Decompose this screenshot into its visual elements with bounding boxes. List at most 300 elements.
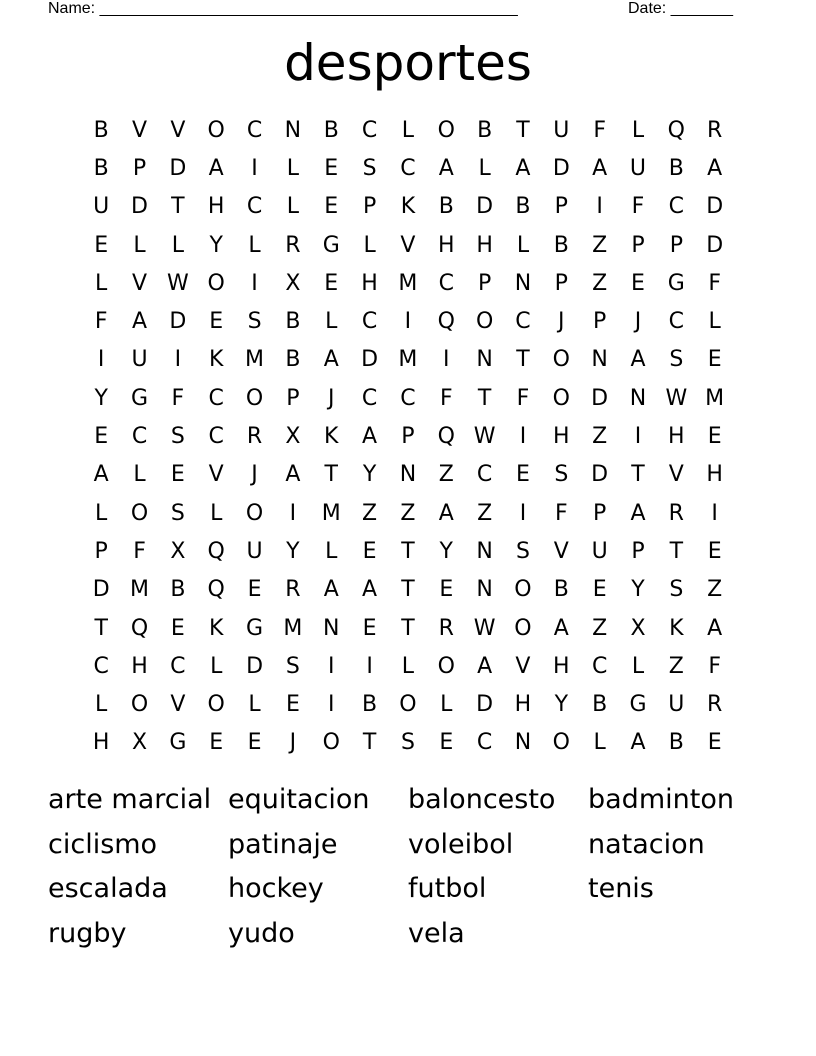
grid-cell[interactable]: N bbox=[476, 538, 493, 564]
grid-cell[interactable]: L bbox=[325, 538, 338, 564]
grid-cell[interactable]: N bbox=[399, 462, 417, 488]
grid-cell[interactable]: O bbox=[437, 653, 455, 679]
grid-cell[interactable]: T bbox=[516, 347, 530, 373]
grid-cell[interactable]: C bbox=[208, 385, 224, 411]
grid-cell[interactable]: I bbox=[596, 194, 603, 220]
page-title: desportes bbox=[284, 34, 532, 92]
grid-cell[interactable]: A bbox=[438, 155, 454, 181]
grid-cell[interactable]: O bbox=[245, 385, 264, 411]
grid-cell[interactable]: A bbox=[630, 500, 646, 526]
grid-cell[interactable]: L bbox=[286, 194, 300, 220]
grid-cell[interactable]: Q bbox=[437, 309, 455, 335]
grid-cell[interactable]: B bbox=[93, 155, 109, 181]
grid-cell[interactable]: S bbox=[515, 538, 530, 564]
grid-cell[interactable]: P bbox=[286, 385, 300, 411]
grid-cell[interactable]: A bbox=[131, 309, 148, 335]
grid-cell[interactable]: G bbox=[130, 385, 149, 411]
grid-cell[interactable]: P bbox=[593, 309, 607, 335]
grid-cell[interactable]: J bbox=[558, 309, 565, 335]
grid-cell[interactable]: D bbox=[476, 194, 494, 220]
grid-cell[interactable]: L bbox=[325, 309, 338, 335]
grid-cell[interactable]: H bbox=[92, 730, 110, 756]
grid-cell[interactable]: I bbox=[404, 309, 412, 335]
grid-cell[interactable]: E bbox=[324, 155, 339, 181]
grid-cell[interactable]: A bbox=[553, 615, 569, 641]
grid-cell[interactable]: E bbox=[631, 270, 645, 296]
grid-cell[interactable]: D bbox=[92, 577, 110, 603]
grid-cell[interactable]: S bbox=[247, 309, 262, 335]
grid-cell[interactable]: B bbox=[170, 577, 186, 603]
grid-cell[interactable]: O bbox=[399, 692, 417, 718]
grid-cell[interactable]: Z bbox=[362, 500, 378, 526]
grid-cell[interactable]: S bbox=[669, 347, 684, 373]
grid-cell[interactable]: E bbox=[439, 577, 454, 603]
grid-cell[interactable]: E bbox=[707, 424, 722, 450]
grid-cell[interactable]: I bbox=[327, 692, 335, 718]
grid-cell[interactable]: F bbox=[133, 538, 146, 564]
grid-cell[interactable]: S bbox=[554, 462, 569, 488]
grid-cell[interactable]: U bbox=[246, 538, 263, 564]
grid-cell[interactable]: T bbox=[401, 615, 415, 641]
grid-cell[interactable]: P bbox=[554, 194, 568, 220]
grid-cell[interactable]: R bbox=[707, 692, 723, 718]
grid-cell[interactable]: E bbox=[247, 730, 262, 756]
grid-cell[interactable]: X bbox=[170, 538, 186, 564]
grid-cell[interactable]: B bbox=[553, 232, 569, 258]
grid-cell[interactable]: L bbox=[478, 155, 491, 181]
grid-cell[interactable]: S bbox=[669, 577, 684, 603]
grid-cell[interactable]: P bbox=[554, 270, 568, 296]
grid-cell[interactable]: F bbox=[631, 194, 645, 220]
grid-cell[interactable]: V bbox=[668, 462, 684, 488]
grid-cell[interactable]: B bbox=[668, 155, 684, 181]
grid-cell[interactable]: L bbox=[401, 117, 415, 143]
grid-cell[interactable]: A bbox=[707, 615, 723, 641]
grid-cell[interactable]: L bbox=[631, 653, 645, 679]
grid-cell[interactable]: O bbox=[514, 577, 532, 603]
grid-cell[interactable]: D bbox=[476, 692, 494, 718]
grid-cell[interactable]: U bbox=[668, 692, 685, 718]
grid-cell[interactable]: Z bbox=[400, 500, 416, 526]
grid-cell[interactable]: S bbox=[362, 155, 377, 181]
grid-cell[interactable]: L bbox=[248, 232, 261, 258]
grid-cell[interactable]: A bbox=[285, 462, 301, 488]
grid-cell[interactable]: L bbox=[95, 692, 108, 718]
grid-cell[interactable]: T bbox=[631, 462, 645, 488]
grid-cell[interactable]: A bbox=[93, 462, 109, 488]
grid-cell[interactable]: O bbox=[552, 347, 570, 373]
grid-cell[interactable]: L bbox=[708, 309, 721, 335]
grid-cell[interactable]: X bbox=[630, 615, 646, 641]
grid-cell[interactable]: Y bbox=[94, 385, 108, 411]
grid-cell[interactable]: E bbox=[516, 462, 530, 488]
grid-cell[interactable]: T bbox=[324, 462, 338, 488]
grid-cell[interactable]: L bbox=[593, 730, 606, 756]
grid-cell[interactable]: B bbox=[362, 692, 378, 718]
grid-cell[interactable]: I bbox=[634, 424, 642, 450]
grid-cell[interactable]: D bbox=[706, 194, 724, 220]
grid-cell[interactable]: O bbox=[207, 692, 225, 718]
grid-cell[interactable]: A bbox=[630, 730, 646, 756]
grid-cell[interactable]: L bbox=[363, 232, 376, 258]
grid-cell[interactable]: Y bbox=[554, 692, 569, 718]
grid-cell[interactable]: Q bbox=[437, 424, 455, 450]
grid-cell[interactable]: R bbox=[285, 232, 301, 258]
grid-cell[interactable]: L bbox=[516, 232, 530, 258]
grid-cell[interactable]: G bbox=[322, 232, 340, 258]
grid-cell[interactable]: O bbox=[437, 117, 455, 143]
grid-cell[interactable]: O bbox=[130, 692, 149, 718]
grid-cell[interactable]: G bbox=[169, 730, 187, 756]
grid-cell[interactable]: T bbox=[669, 538, 684, 564]
word-list-item: yudo bbox=[228, 917, 295, 949]
grid-cell[interactable]: N bbox=[591, 347, 608, 373]
grid-cell[interactable]: U bbox=[553, 117, 570, 143]
grid-cell[interactable]: C bbox=[170, 653, 186, 679]
grid-cell[interactable]: D bbox=[246, 653, 264, 679]
date-field[interactable]: Date: _______ bbox=[628, 0, 733, 17]
grid-cell[interactable]: H bbox=[553, 424, 570, 450]
grid-cell[interactable]: Q bbox=[207, 577, 225, 603]
grid-cell[interactable]: L bbox=[95, 500, 108, 526]
grid-cell[interactable]: Z bbox=[592, 270, 608, 296]
grid-cell[interactable]: C bbox=[476, 730, 493, 756]
grid-cell[interactable]: B bbox=[592, 692, 608, 718]
grid-cell[interactable]: D bbox=[591, 462, 609, 488]
grid-cell[interactable]: C bbox=[361, 117, 378, 143]
grid-cell[interactable]: L bbox=[95, 270, 108, 296]
grid-cell[interactable]: P bbox=[631, 538, 645, 564]
grid-cell[interactable]: E bbox=[324, 270, 339, 296]
grid-cell[interactable]: N bbox=[476, 347, 493, 373]
grid-cell[interactable]: I bbox=[327, 653, 335, 679]
grid-cell[interactable]: Z bbox=[438, 462, 454, 488]
grid-cell[interactable]: I bbox=[443, 347, 450, 373]
grid-cell[interactable]: B bbox=[553, 577, 569, 603]
grid-cell[interactable]: M bbox=[130, 577, 149, 603]
grid-cell[interactable]: L bbox=[210, 653, 223, 679]
grid-cell[interactable]: M bbox=[705, 385, 725, 411]
grid-cell[interactable]: L bbox=[401, 653, 415, 679]
grid-cell[interactable]: E bbox=[362, 538, 377, 564]
grid-cell[interactable]: Y bbox=[439, 538, 453, 564]
grid-cell[interactable]: E bbox=[707, 347, 722, 373]
grid-cell[interactable]: B bbox=[438, 194, 454, 220]
grid-cell[interactable]: V bbox=[131, 270, 148, 296]
grid-cell[interactable]: G bbox=[629, 692, 647, 718]
grid-cell[interactable]: C bbox=[93, 653, 109, 679]
grid-cell[interactable]: S bbox=[400, 730, 415, 756]
grid-cell[interactable]: V bbox=[400, 232, 416, 258]
grid-cell[interactable]: I bbox=[97, 347, 105, 373]
grid-cell[interactable]: L bbox=[248, 692, 261, 718]
grid-cell[interactable]: A bbox=[323, 577, 339, 603]
grid-cell[interactable]: I bbox=[251, 270, 258, 296]
grid-cell[interactable]: T bbox=[477, 385, 492, 411]
grid-cell[interactable]: A bbox=[323, 347, 339, 373]
grid-cell[interactable]: H bbox=[476, 232, 493, 258]
grid-cell[interactable]: A bbox=[362, 424, 378, 450]
grid-cell[interactable]: O bbox=[552, 385, 570, 411]
grid-cell[interactable]: T bbox=[401, 577, 415, 603]
grid-cell[interactable]: M bbox=[398, 270, 418, 296]
grid-cell[interactable]: U bbox=[629, 155, 647, 181]
grid-cell[interactable]: U bbox=[131, 347, 148, 373]
grid-cell[interactable]: C bbox=[668, 194, 685, 220]
grid-cell[interactable]: E bbox=[94, 424, 109, 450]
grid-cell[interactable]: M bbox=[245, 347, 265, 373]
grid-cell[interactable]: E bbox=[324, 194, 339, 220]
grid-cell[interactable]: N bbox=[629, 385, 647, 411]
grid-cell[interactable]: C bbox=[400, 385, 416, 411]
grid-cell[interactable]: S bbox=[170, 500, 185, 526]
grid-cell[interactable]: B bbox=[477, 117, 493, 143]
grid-cell[interactable]: Q bbox=[667, 117, 685, 143]
grid-cell[interactable]: E bbox=[707, 538, 722, 564]
grid-cell[interactable]: P bbox=[631, 232, 645, 258]
grid-cell[interactable]: E bbox=[285, 692, 300, 718]
grid-cell[interactable]: J bbox=[327, 385, 335, 411]
grid-cell[interactable]: P bbox=[94, 538, 108, 564]
grid-cell[interactable]: M bbox=[283, 615, 303, 641]
grid-cell[interactable]: A bbox=[707, 155, 723, 181]
word-list-item: futbol bbox=[408, 873, 487, 904]
grid-cell[interactable]: H bbox=[207, 194, 225, 220]
grid-cell[interactable]: R bbox=[668, 500, 684, 526]
grid-cell[interactable]: Z bbox=[592, 232, 608, 258]
grid-cell[interactable]: S bbox=[285, 653, 300, 679]
grid-cell[interactable]: R bbox=[246, 424, 263, 450]
grid-cell[interactable]: T bbox=[171, 194, 185, 220]
grid-cell[interactable]: E bbox=[707, 730, 722, 756]
grid-cell[interactable]: N bbox=[284, 117, 302, 143]
grid-cell[interactable]: F bbox=[708, 653, 721, 679]
grid-cell[interactable]: L bbox=[440, 692, 453, 718]
grid-cell[interactable]: B bbox=[515, 194, 531, 220]
grid-cell[interactable]: E bbox=[592, 577, 607, 603]
grid-cell[interactable]: K bbox=[208, 615, 224, 641]
grid-cell[interactable]: P bbox=[593, 500, 607, 526]
grid-cell[interactable]: T bbox=[362, 730, 377, 756]
grid-cell[interactable]: E bbox=[170, 462, 185, 488]
grid-cell[interactable]: O bbox=[207, 117, 225, 143]
grid-cell[interactable]: B bbox=[93, 117, 109, 143]
grid-cell[interactable]: B bbox=[668, 730, 684, 756]
grid-cell[interactable]: X bbox=[285, 424, 301, 450]
grid-cell[interactable]: P bbox=[669, 232, 683, 258]
word-list-item: tenis bbox=[588, 873, 654, 904]
grid-cell[interactable]: A bbox=[438, 500, 454, 526]
grid-cell[interactable]: I bbox=[174, 347, 182, 373]
grid-cell[interactable]: G bbox=[667, 270, 685, 296]
grid-cell[interactable]: Y bbox=[286, 538, 300, 564]
grid-cell[interactable]: W bbox=[473, 615, 496, 641]
grid-cell[interactable]: N bbox=[323, 615, 340, 641]
grid-cell[interactable]: X bbox=[131, 730, 148, 756]
grid-cell[interactable]: F bbox=[593, 117, 606, 143]
grid-cell[interactable]: B bbox=[285, 309, 301, 335]
grid-cell[interactable]: P bbox=[401, 424, 415, 450]
grid-cell[interactable]: E bbox=[94, 232, 109, 258]
grid-cell[interactable]: M bbox=[321, 500, 341, 526]
grid-cell[interactable]: Y bbox=[631, 577, 645, 603]
grid-cell[interactable]: Z bbox=[668, 653, 684, 679]
grid-cell[interactable]: E bbox=[209, 730, 224, 756]
grid-cell[interactable]: D bbox=[552, 155, 570, 181]
grid-cell[interactable]: H bbox=[437, 232, 455, 258]
grid-cell[interactable]: C bbox=[131, 424, 148, 450]
grid-cell[interactable]: T bbox=[401, 538, 415, 564]
grid-cell[interactable]: A bbox=[208, 155, 224, 181]
grid-cell[interactable]: I bbox=[251, 155, 258, 181]
grid-cell[interactable]: L bbox=[171, 232, 184, 258]
grid-cell[interactable]: K bbox=[669, 615, 684, 641]
grid-cell[interactable]: C bbox=[208, 424, 224, 450]
grid-cell[interactable]: F bbox=[516, 385, 530, 411]
grid-cell[interactable]: K bbox=[400, 194, 416, 220]
grid-cell[interactable]: O bbox=[245, 500, 264, 526]
grid-cell[interactable]: E bbox=[439, 730, 454, 756]
grid-cell[interactable]: F bbox=[171, 385, 185, 411]
grid-cell[interactable]: V bbox=[131, 117, 148, 143]
grid-cell[interactable]: J bbox=[251, 462, 258, 488]
grid-cell[interactable]: P bbox=[477, 270, 492, 296]
grid-cell[interactable]: Y bbox=[209, 232, 223, 258]
grid-cell[interactable]: G bbox=[246, 615, 264, 641]
grid-cell[interactable]: I bbox=[289, 500, 297, 526]
grid-cell[interactable]: W bbox=[665, 385, 688, 411]
grid-cell[interactable]: C bbox=[438, 270, 454, 296]
grid-cell[interactable]: C bbox=[668, 309, 685, 335]
word-list-item: escalada bbox=[48, 873, 168, 904]
grid-cell[interactable]: F bbox=[554, 500, 568, 526]
grid-cell[interactable]: O bbox=[514, 615, 532, 641]
grid-cell[interactable]: D bbox=[169, 309, 187, 335]
grid-cell[interactable]: F bbox=[708, 270, 721, 296]
grid-cell[interactable]: Z bbox=[477, 500, 493, 526]
grid-cell[interactable]: O bbox=[130, 500, 149, 526]
grid-cell[interactable]: W bbox=[166, 270, 189, 296]
grid-cell[interactable]: S bbox=[170, 424, 185, 450]
grid-cell[interactable]: C bbox=[246, 117, 263, 143]
grid-cell[interactable]: E bbox=[247, 577, 262, 603]
word-list-item: rugby bbox=[48, 917, 127, 949]
grid-cell[interactable]: D bbox=[591, 385, 609, 411]
word-list-item: hockey bbox=[228, 873, 324, 904]
grid-cell[interactable]: H bbox=[706, 462, 723, 488]
grid-cell[interactable]: Q bbox=[130, 615, 149, 641]
grid-cell[interactable]: B bbox=[285, 347, 301, 373]
grid-cell[interactable]: O bbox=[207, 270, 225, 296]
grid-cell[interactable]: V bbox=[208, 462, 224, 488]
grid-cell[interactable]: I bbox=[519, 424, 527, 450]
grid-cell[interactable]: U bbox=[93, 194, 110, 220]
grid-cell[interactable]: A bbox=[592, 155, 608, 181]
grid-cell[interactable]: L bbox=[286, 155, 300, 181]
grid-cell[interactable]: C bbox=[246, 194, 263, 220]
grid-cell[interactable]: K bbox=[324, 424, 339, 450]
grid-cell[interactable]: Z bbox=[592, 615, 608, 641]
grid-cell[interactable]: H bbox=[668, 424, 685, 450]
grid-cell[interactable]: H bbox=[361, 270, 378, 296]
grid-cell[interactable]: Y bbox=[362, 462, 377, 488]
grid-cell[interactable]: L bbox=[133, 462, 146, 488]
grid-cell[interactable]: O bbox=[552, 730, 570, 756]
grid-cell[interactable]: J bbox=[289, 730, 297, 756]
grid-cell[interactable]: T bbox=[94, 615, 108, 641]
grid-cell[interactable]: C bbox=[361, 309, 378, 335]
grid-cell[interactable]: A bbox=[477, 653, 493, 679]
grid-cell[interactable]: H bbox=[553, 653, 570, 679]
grid-cell[interactable]: N bbox=[514, 730, 532, 756]
grid-cell[interactable]: J bbox=[634, 309, 642, 335]
grid-cell[interactable]: N bbox=[514, 270, 532, 296]
grid-cell[interactable]: D bbox=[706, 232, 724, 258]
grid-cell[interactable]: L bbox=[210, 500, 223, 526]
grid-cell[interactable]: R bbox=[285, 577, 301, 603]
grid-cell[interactable]: O bbox=[475, 309, 494, 335]
grid-cell[interactable]: B bbox=[323, 117, 339, 143]
grid-cell[interactable]: R bbox=[438, 615, 454, 641]
grid-cell[interactable]: C bbox=[361, 385, 378, 411]
grid-cell[interactable]: I bbox=[519, 500, 527, 526]
grid-cell[interactable]: Z bbox=[592, 424, 608, 450]
grid-cell[interactable]: C bbox=[515, 309, 531, 335]
grid-cell[interactable]: V bbox=[515, 653, 531, 679]
name-field[interactable]: Name: _______________________________________________ bbox=[48, 0, 518, 17]
grid-cell[interactable]: A bbox=[630, 347, 646, 373]
grid-cell[interactable]: O bbox=[322, 730, 340, 756]
grid-cell[interactable]: P bbox=[132, 155, 147, 181]
grid-cell[interactable]: L bbox=[133, 232, 146, 258]
grid-cell[interactable]: Q bbox=[207, 538, 225, 564]
grid-cell[interactable]: D bbox=[361, 347, 379, 373]
letter-grid bbox=[82, 111, 734, 762]
grid-cell[interactable]: E bbox=[170, 615, 185, 641]
grid-cell[interactable]: D bbox=[131, 194, 148, 220]
grid-cell[interactable]: W bbox=[473, 424, 496, 450]
grid-cell[interactable]: E bbox=[362, 615, 377, 641]
grid-cell[interactable]: N bbox=[476, 577, 493, 603]
header bbox=[48, 0, 748, 20]
grid-cell[interactable]: U bbox=[591, 538, 608, 564]
grid-cell[interactable]: X bbox=[285, 270, 301, 296]
grid-cell[interactable]: H bbox=[131, 653, 148, 679]
grid-cell[interactable]: V bbox=[170, 117, 186, 143]
grid-cell[interactable]: D bbox=[169, 155, 187, 181]
grid-cell[interactable]: T bbox=[516, 117, 530, 143]
grid-cell[interactable]: C bbox=[591, 653, 608, 679]
grid-cell[interactable]: C bbox=[400, 155, 416, 181]
grid-cell[interactable]: I bbox=[366, 653, 373, 679]
grid-cell[interactable]: F bbox=[439, 385, 453, 411]
grid-cell[interactable]: E bbox=[209, 309, 224, 335]
grid-cell[interactable]: A bbox=[362, 577, 378, 603]
grid-cell[interactable]: Z bbox=[707, 577, 723, 603]
grid-cell[interactable]: K bbox=[208, 347, 224, 373]
grid-cell[interactable]: C bbox=[476, 462, 493, 488]
grid-cell[interactable]: L bbox=[631, 117, 645, 143]
grid-cell[interactable]: R bbox=[707, 117, 723, 143]
grid-cell[interactable]: V bbox=[553, 538, 569, 564]
grid-cell[interactable]: M bbox=[398, 347, 418, 373]
grid-cell[interactable]: V bbox=[170, 692, 186, 718]
grid-cell[interactable]: P bbox=[362, 194, 377, 220]
grid-cell[interactable]: H bbox=[514, 692, 532, 718]
grid-cell[interactable]: A bbox=[515, 155, 531, 181]
grid-cell[interactable]: I bbox=[711, 500, 718, 526]
grid-cell[interactable]: F bbox=[94, 309, 108, 335]
